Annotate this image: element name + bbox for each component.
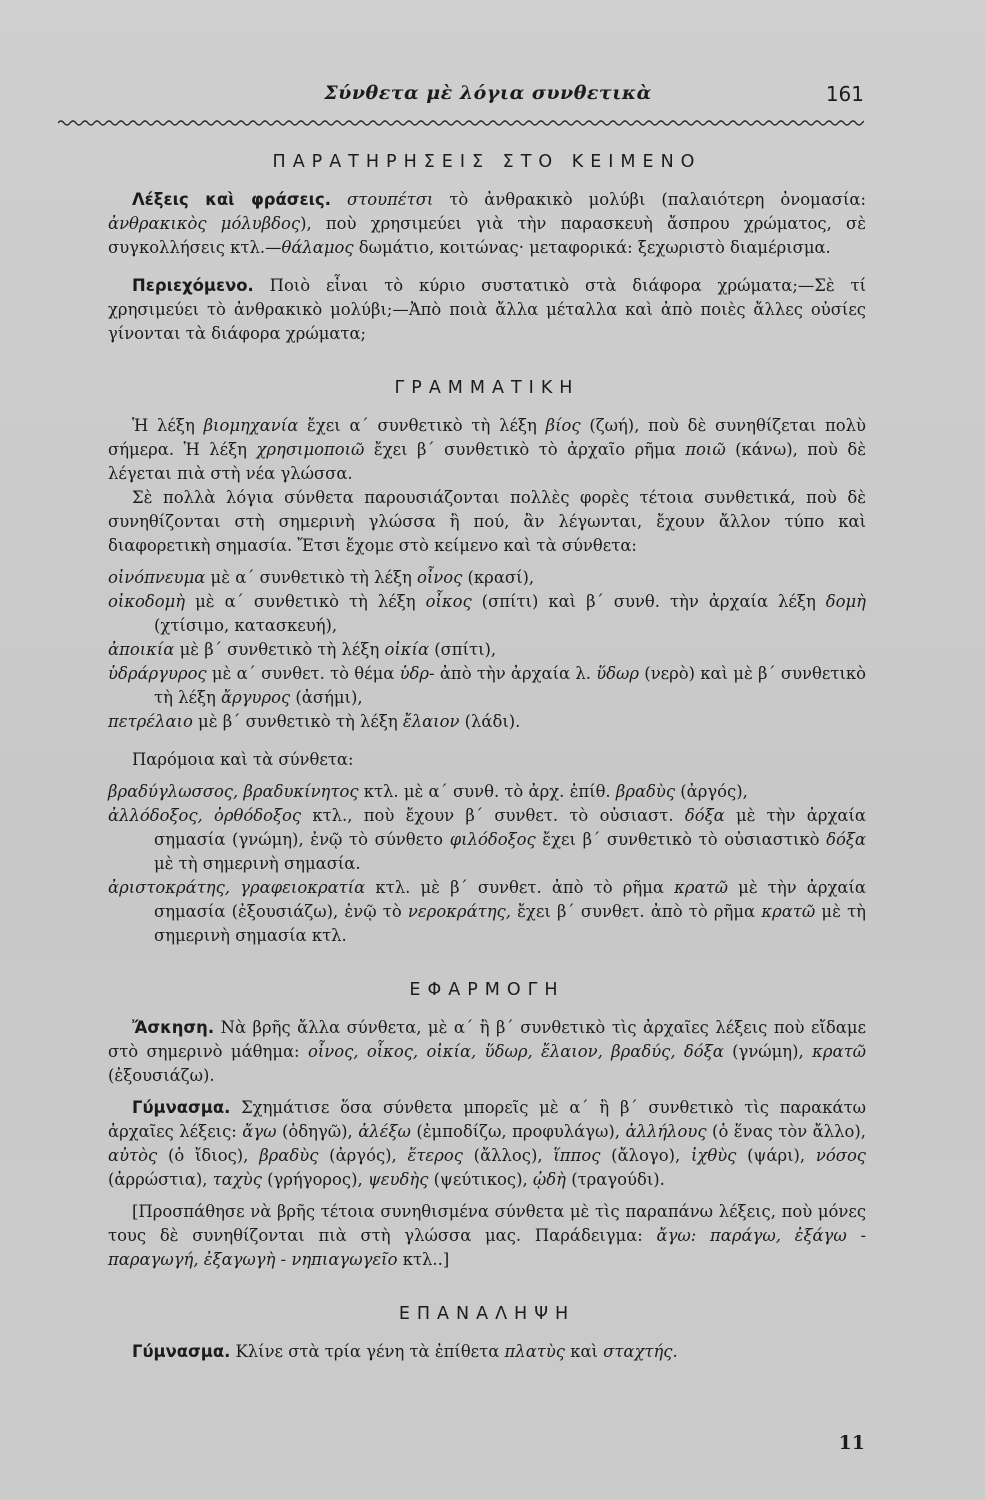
text-run: ), ποὺ χρησιμεύει γιὰ τὴν παρασκευὴ ἄσπρου χρώματος, σὲ συγκολλήσεις κτλ.— — [108, 214, 866, 257]
para-lead: Γύμνασμα. — [132, 1342, 231, 1361]
italic-term: πλατὺς — [504, 1342, 565, 1361]
text-run: (ὁ ἕνας τὸν ἄλλο), — [706, 1122, 866, 1141]
text-run: μὲ τὴ σημερινὴ σημασία. — [154, 854, 361, 873]
italic-term: ἀλλήλους — [625, 1122, 707, 1141]
list-item — [108, 710, 866, 734]
para-lead: Ἄσκηση. — [132, 1018, 215, 1037]
italic-term: ἀλέξω — [358, 1122, 411, 1141]
running-title: Σύνθετα μὲ λόγια συνθετικὰ — [324, 82, 652, 104]
list-item — [108, 876, 866, 948]
italic-term: βραδὺς — [615, 782, 676, 801]
italic-term: σταχτής — [603, 1342, 673, 1361]
italic-term: ὑδράργυρος — [108, 664, 207, 683]
italic-term: ἀποικία — [108, 640, 175, 659]
text-run: (ἐμποδίζω, προφυλάγω), — [410, 1122, 626, 1141]
paragraph-similar: Παρόμοια καὶ τὰ σύνθετα: — [132, 750, 354, 769]
italic-term: ποιῶ — [685, 440, 726, 459]
italic-term: ἄγω — [242, 1122, 277, 1141]
paragraph-exercise — [108, 1016, 866, 1088]
text-run: ἔχει β΄ συνθετικὸ τὸ ἀρχαῖο ρῆμα — [364, 440, 686, 459]
paragraph-grammar-2: Σὲ πολλὰ λόγια σύνθετα παρουσιάζονται πολλὲς φορὲς τέτοια συνθετικά, ποὺ δὲ συνηθίζονται στὴ σημερινὴ γλώσσα ἢ πού, ἂν λέγωνται, ἔχουν ἄλλον τύπο καὶ διαφορετικὴ σημασία. Ἔτσι ἔχομε στὸ κείμενο καὶ τὰ σύνθετα: — [108, 488, 866, 555]
italic-term: κρατῶ — [812, 1042, 867, 1061]
italic-term: ἄγω: παράγω, ἐξάγω - παραγωγή, ἐξαγωγὴ - νηπιαγωγεῖο — [108, 1226, 866, 1269]
text-run: (νερὸ) καὶ μὲ β΄ συνθετικὸ τὴ λέξη — [154, 664, 866, 707]
text-run: (ἀσήμι), — [290, 688, 363, 707]
text-run: (λάδι). — [459, 712, 521, 731]
wavy-rule — [58, 118, 864, 128]
text-run: μὲ τὴν ἀρχαία σημασία (γνώμη), ἐνῷ τὸ σύνθετο — [154, 806, 866, 849]
text-run: (ἀργός), — [675, 782, 748, 801]
list-item — [108, 780, 866, 804]
text-run: (σπίτι) καὶ β΄ συνθ. τὴν ἀρχαία λέξη — [471, 592, 826, 611]
text-run: Ἡ λέξη — [132, 416, 204, 435]
paragraph-drill — [108, 1096, 866, 1192]
italic-term: οἰνόπνευμα — [108, 568, 206, 587]
italic-term: δόξα — [684, 806, 725, 825]
italic-term: χρησιμοποιῶ — [256, 440, 365, 459]
italic-term: ὑδρ- — [399, 664, 435, 683]
text-run: (ὁδηγῶ), — [276, 1122, 359, 1141]
text-run: μὲ β΄ συνθετικὸ τὴ λέξη — [192, 712, 403, 731]
section-heading-grammar: ΓΡΑΜΜΑΤΙΚΗ — [394, 378, 580, 398]
text-run: ἔχει α΄ συνθετικὸ τὴ λέξη — [298, 416, 546, 435]
text-run: . — [672, 1342, 678, 1361]
section-heading-review: ΕΠΑΝΑΛΗΨΗ — [398, 1304, 576, 1324]
italic-term: ᾠδὴ — [532, 1170, 566, 1189]
italic-term: ἄργυρος — [221, 688, 291, 707]
list-item — [108, 804, 866, 876]
para-lead: Λέξεις καὶ φράσεις. — [132, 190, 332, 209]
italic-term: στουπέτσι — [347, 190, 434, 209]
italic-term: κρατῶ — [761, 902, 816, 921]
paragraph-grammar-1 — [108, 414, 866, 486]
italic-term: ταχὺς — [212, 1170, 262, 1189]
text-run: (ὁ ἴδιος), — [157, 1146, 260, 1165]
text-run: (γρήγορος), — [261, 1170, 368, 1189]
italic-term: κρατῶ — [674, 878, 729, 897]
italic-term: οἶνος, οἶκος, οἰκία, ὕδωρ, ἔλαιον, βραδύς, δόξα — [307, 1042, 724, 1061]
italic-term: ἰχθὺς — [690, 1146, 737, 1165]
italic-term: φιλόδοξος — [449, 830, 536, 849]
page-header — [112, 82, 864, 116]
italic-term: οἶκος — [425, 592, 472, 611]
text-run: κτλ., ποὺ ἔχουν β΄ συνθετ. τὸ οὐσιαστ. — [301, 806, 685, 825]
text-run: (χτίσιμο, κατασκευή), — [154, 616, 338, 635]
signature-mark: 11 — [838, 1432, 865, 1454]
page-body — [108, 150, 866, 1364]
text-run: (σπίτι), — [429, 640, 497, 659]
italic-term: θάλαμος — [281, 238, 354, 257]
list-item — [108, 638, 866, 662]
text-run: μὲ α΄ συνθετ. τὸ θέμα — [206, 664, 400, 683]
italic-term: βίος — [545, 416, 581, 435]
italic-term: βραδύγλωσσος, βραδυκίνητος — [108, 782, 359, 801]
italic-term: ἀλλόδοξος, ὀρθόδοξος — [108, 806, 302, 825]
text-run: μὲ τὴ σημερινὴ σημασία κτλ. — [154, 902, 866, 945]
text-run: μὲ τὴν ἀρχαία σημασία (ἐξουσιάζω), ἐνῷ τὸ — [154, 878, 866, 921]
italic-term: ἔλαιον — [402, 712, 460, 731]
list-item — [108, 662, 866, 710]
paragraph-review — [108, 1340, 866, 1364]
italic-term: ψευδὴς — [367, 1170, 429, 1189]
text-run: (γνώμη), — [723, 1042, 813, 1061]
para-lead: Περιεχόμενο. — [132, 276, 254, 295]
text-run: μὲ β΄ συνθετικὸ τὴ λέξη — [174, 640, 385, 659]
text-run: (ἀρρώστια), — [108, 1170, 213, 1189]
italic-term: βραδὺς — [259, 1146, 319, 1165]
text-run: Ποιὸ εἶναι τὸ κύριο συστατικὸ στὰ διάφορα χρώματα;—Σὲ τί χρησιμεύει τὸ ἀνθρακικὸ μολύβι;—Ἀπὸ ποιὰ ἄλλα μέταλλα καὶ ἀπὸ ποιὲς ἄλλες οὐσίες γίνονται τὰ διάφορα χρώματα; — [108, 276, 866, 343]
text-run: κτλ. μὲ α΄ συνθ. τὸ ἀρχ. ἐπίθ. — [358, 782, 616, 801]
italic-term: δόξα — [826, 830, 866, 849]
italic-term: νόσος — [815, 1146, 866, 1165]
section-heading-application: ΕΦΑΡΜΟΓΗ — [409, 980, 565, 1000]
text-run: κτλ..] — [397, 1250, 450, 1269]
list-item — [108, 566, 866, 590]
italic-term: ὕδωρ — [596, 664, 640, 683]
page-number: 161 — [825, 82, 864, 106]
text-run: δωμάτιο, κοιτώνας· μεταφορικά: ξεχωριστὸ διαμέρισμα. — [353, 238, 831, 257]
text-run: (τραγούδι). — [565, 1170, 665, 1189]
text-run: τὸ ἀνθρακικὸ μολύβι (παλαιότερη ὀνομασία: — [433, 190, 866, 209]
text-run: ἀπὸ τὴν ἀρχαία λ. — [434, 664, 597, 683]
text-run: κτλ. μὲ β΄ συνθετ. ἀπὸ τὸ ρῆμα — [365, 878, 675, 897]
text-run: Κλίνε στὰ τρία γένη τὰ ἐπίθετα — [230, 1342, 505, 1361]
italic-term: ἵππος — [553, 1146, 601, 1165]
compound-list-1 — [108, 566, 866, 734]
italic-term: νεροκράτης, — [407, 902, 511, 921]
italic-term: δομὴ — [825, 592, 866, 611]
para-lead: Γύμνασμα. — [132, 1098, 231, 1117]
text-run: μὲ α΄ συνθετικὸ τὴ λέξη — [185, 592, 426, 611]
italic-term: αὐτὸς — [108, 1146, 158, 1165]
italic-term: οἰκοδομὴ — [108, 592, 186, 611]
text-run: (ψεύτικος), — [428, 1170, 533, 1189]
paragraph-words — [108, 188, 866, 260]
paragraph-bracket-note — [108, 1200, 866, 1272]
text-run: (κάνω), ποὺ δὲ λέγεται πιὰ στὴ νέα γλώσσα. — [108, 440, 867, 483]
italic-term: πετρέλαιο — [108, 712, 193, 731]
text-run: [Προσπάθησε νὰ βρῆς τέτοια συνηθισμένα σύνθετα μὲ τὶς παραπάνω λέξεις, ποὺ μόνες τους δὲ συνηθίζονται πιὰ στὴ γλώσσα μας. Παράδειγμα: — [108, 1202, 866, 1245]
text-run: Σχημάτισε ὅσα σύνθετα μπορεῖς μὲ α΄ ἢ β΄ συνθετικὸ τὶς παρακάτω ἀρχαῖες λέξεις: — [108, 1098, 866, 1141]
compound-list-2 — [108, 780, 866, 948]
text-run: (ἐξουσιάζω). — [108, 1066, 215, 1085]
text-run: (ἀργός), — [318, 1146, 408, 1165]
paragraph-content — [108, 274, 866, 346]
section-heading-notes: ΠΑΡΑΤΗΡΗΣΕΙΣ ΣΤΟ ΚΕΙΜΕΝΟ — [272, 152, 702, 172]
italic-term: ἕτερος — [407, 1146, 463, 1165]
text-run: ἔχει β΄ συνθετ. ἀπὸ τὸ ρῆμα — [510, 902, 762, 921]
text-run: μὲ α΄ συνθετικὸ τὴ λέξη — [205, 568, 418, 587]
italic-term: οἶνος — [417, 568, 463, 587]
text-run: ἔχει β΄ συνθετικὸ τὸ οὐσιαστικὸ — [535, 830, 827, 849]
text-run: (κρασί), — [462, 568, 535, 587]
italic-term: οἰκία — [384, 640, 430, 659]
list-item — [108, 590, 866, 638]
italic-term: βιομηχανία — [203, 416, 299, 435]
text-run: (ζωή), ποὺ δὲ συνηθίζεται πολὺ σήμερα. Ἡ λέξη — [108, 416, 866, 459]
text-run: Νὰ βρῆς ἄλλα σύνθετα, μὲ α΄ ἢ β΄ συνθετικὸ τὶς ἀρχαῖες λέξεις ποὺ εἴδαμε στὸ σημερινὸ μάθημα: — [108, 1018, 866, 1061]
italic-term: ἀνθρακικὸς μόλυβδος — [108, 214, 301, 233]
text-run: (ἄλογο), — [600, 1146, 691, 1165]
italic-term: ἀριστοκράτης, γραφειοκρατία — [108, 878, 366, 897]
text-run: (ἄλλος), — [462, 1146, 554, 1165]
text-run: (ψάρι), — [736, 1146, 816, 1165]
text-run: καὶ — [564, 1342, 604, 1361]
